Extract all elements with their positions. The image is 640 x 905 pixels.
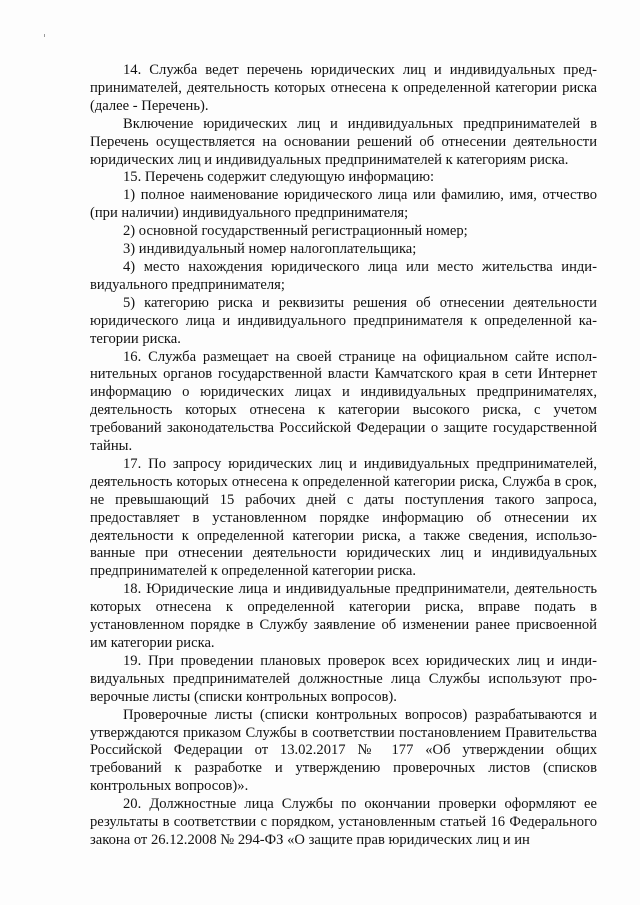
paragraph-14: 14. Служба ведет перечень юридических лиц и индивидуальных предпринимателей, деятельность которых отнесена к определенной категории риска (далее - Перечень). [90,62,597,114]
paragraph-19: 19. При проведении плановых проверок всех юридических лиц и индивидуальных предпринимателей должностные лица Службы используют проверочные листы (списки контрольных вопросов). [90,652,597,705]
list-item-1: 1) полное наименование юридического лица или фамилию, имя, отчество (при наличии) индивидуального предпринимателя; [90,187,597,222]
list-item-3: 3) индивидуальный номер налогоплательщика; [123,241,417,258]
paragraph-15: 15. Перечень содержит следующую информацию: [123,169,435,186]
paragraph-14-inclusion: Включение юридических лиц и индивидуальных предпринимателей в Перечень осуществляется на основании решений об отнесении деятельности юридических лиц и индивидуальных предпринимателей к категориям риска. [90,115,597,168]
document-body [90,62,597,850]
paragraph-20: 20. Должностные лица Службы по окончании проверки оформляют ее результаты в соответствии с порядком, установленным статьей 16 Федерального закона от 26.12.2008 № 294-ФЗ «О защите прав юридических лиц и ин [90,796,597,848]
paragraph-18: 18. Юридические лица и индивидуальные предприниматели, деятельность которых отнесена к определенной категории риска, вправе подать в установленном порядке в Службу заявление об изменении ранее присвоенной им категории риска. [90,581,597,651]
list-item-5: 5) категорию риска и реквизиты решения об отнесении деятельности юридического лица и индивидуального предпринимателя к определенной категории риска. [90,294,597,347]
list-item-2: 2) основной государственный регистрационный номер; [123,223,468,240]
paragraph-17: 17. По запросу юридических лиц и индивидуальных предпринимателей, деятельность которых отнесена к определенной категории риска, Служба в срок, не превышающий 15 рабочих дней с даты поступления такого запроса, предоставляет в установленном порядке информацию об отнесении их деятельности к определенной категории риска, а также сведения, использованные при отнесении деятельности юридических лиц и индивидуальных предпринимателей к определенной категории риска. [90,455,597,580]
paragraph-16: 16. Служба размещает на своей странице на официальном сайте исполнительных органов государственной власти Камчатского края в сети Интернет информацию о юридических лицах и индивидуальных предпринимателях, деятельность которых отнесена к категории высокого риска, с учетом требований законодательства Российской Федерации о защите государственной тайны. [90,348,597,455]
paragraph-19-checklists: Проверочные листы (списки контрольных вопросов) разрабатываются и утверждаются приказом Службы в соответствии постановлением Правительства Российской Федерации от 13.02.2017 № 177 «Об утверждении общих требований к разработке и утверждению проверочных листов (списков контрольных вопросов)». [90,706,597,795]
list-item-4: 4) место нахождения юридического лица или место жительства индивидуального предпринимателя; [90,258,597,293]
scan-speck [44,34,45,37]
